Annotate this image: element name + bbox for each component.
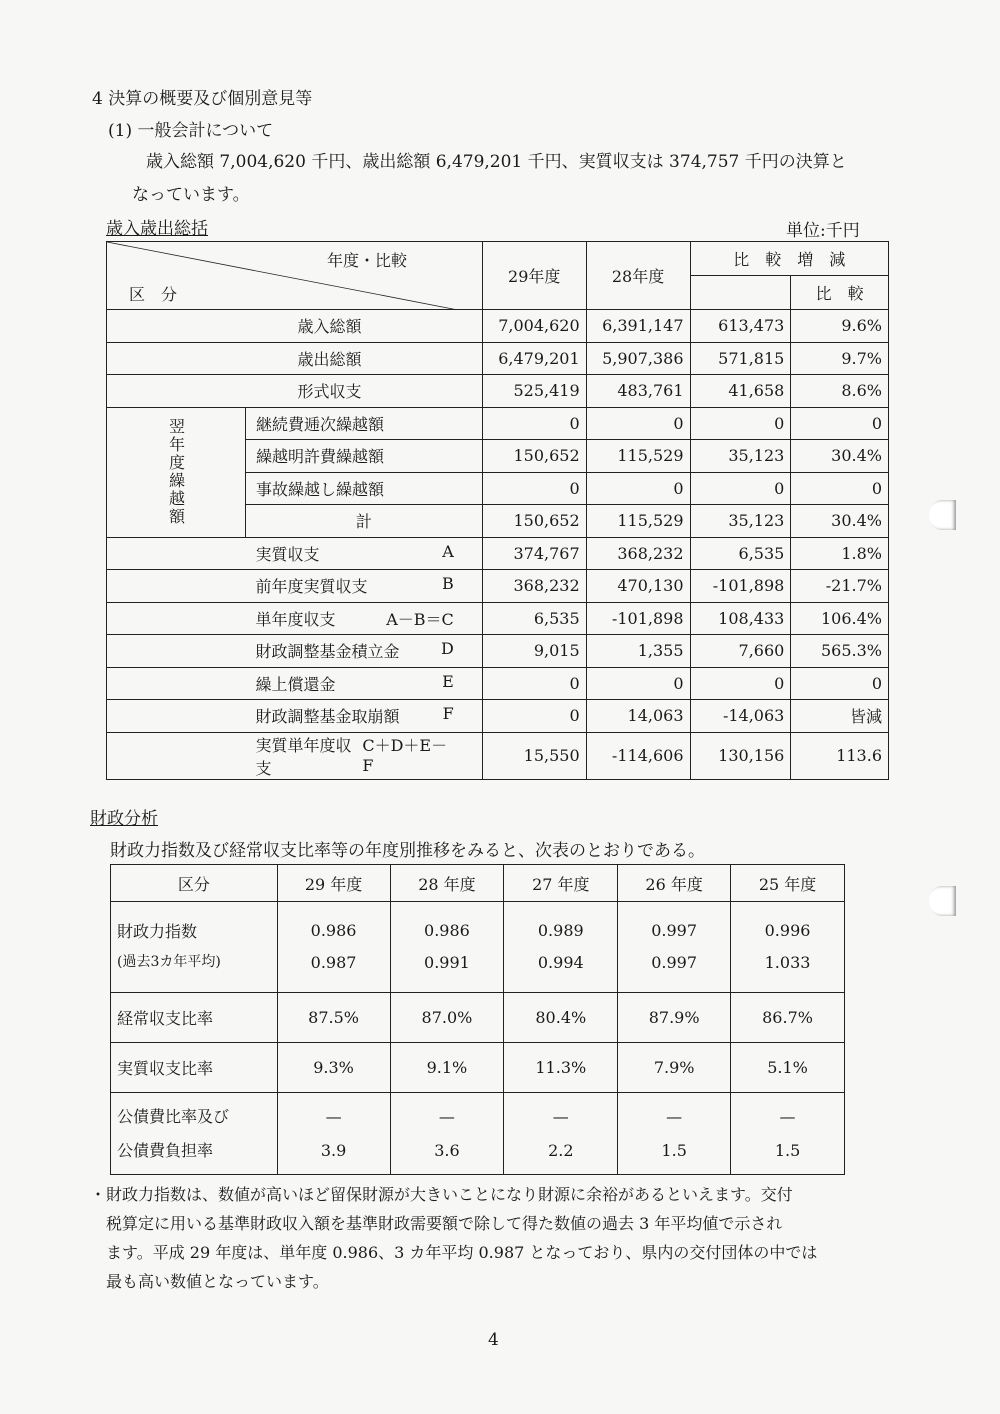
row-code: E (442, 671, 454, 691)
cell-fy29: 368,232 (482, 570, 586, 603)
cell-value: 5.1% (731, 1043, 845, 1093)
cell-diff: -101,898 (690, 570, 791, 603)
cell-fy28: 0 (586, 407, 690, 440)
cell-diff: 571,815 (690, 342, 791, 375)
header-fy28: 28年度 (586, 242, 690, 310)
cell-fy29: 7,004,620 (482, 310, 586, 343)
cell-diff: -14,063 (690, 700, 791, 733)
cell-fy28: 470,130 (586, 570, 690, 603)
header-fy29: 29年度 (482, 242, 586, 310)
cell-ratio: 0 (791, 472, 889, 505)
fiscal-analysis-table (110, 864, 845, 1175)
table-row (111, 1093, 845, 1175)
summary-text-line1: 歳入総額 7,004,620 千円、歳出総額 6,479,201 千円、実質収支は 374,757 千円の決算と (146, 152, 847, 172)
cell-diff: 7,660 (690, 635, 791, 668)
cell-fy29: 0 (482, 667, 586, 700)
cell-fy28: -101,898 (586, 602, 690, 635)
note-line: 最も高い数値となっています。 (106, 1272, 329, 1291)
header-year: 28 年度 (390, 865, 504, 902)
cell-value: 3.9 (320, 1140, 347, 1160)
cell-fy28: 5,907,386 (586, 342, 690, 375)
row-label: 財政力指数 (117, 922, 198, 941)
cell-value: 0.989 (537, 921, 584, 940)
cell-ratio: 0 (791, 407, 889, 440)
row-label: 形式収支 (246, 375, 483, 408)
table1-unit: 単位:千円 (786, 221, 860, 241)
section-heading: 4 決算の概要及び個別意見等 (92, 89, 313, 109)
cell-value: 7.9% (618, 1043, 731, 1093)
table-row (107, 375, 889, 408)
table2-intro: 財政力指数及び経常収支比率等の年度別推移をみると、次表のとおりである。 (110, 841, 705, 861)
cell-value: 87.9% (618, 993, 731, 1043)
table-row (107, 602, 889, 635)
cell-fy29: 15,550 (482, 732, 586, 779)
cell-diff: 130,156 (690, 732, 791, 779)
note-line: ・財政力指数は、数値が高いほど留保財源が大きいことになり財源に余裕があるといえます。交付 (90, 1185, 793, 1204)
header-compare-empty (690, 276, 791, 310)
row-label: 継続費逓次繰越額 (246, 407, 483, 440)
cell-value-dash: — (438, 1106, 455, 1126)
cell-value-dash: — (325, 1106, 342, 1126)
cell-fy29: 150,652 (482, 440, 586, 473)
table2-caption: 財政分析 (90, 809, 158, 829)
table-row (107, 667, 889, 700)
table-row (107, 570, 889, 603)
cell-value-avg: 0.994 (537, 953, 584, 972)
header-year: 25 年度 (731, 865, 845, 902)
cell-diff: 6,535 (690, 537, 791, 570)
cell-diff: 41,658 (690, 375, 791, 408)
cell-diff: 108,433 (690, 602, 791, 635)
note-line: ます。平成 29 年度は、単年度 0.986、3 カ年平均 0.987 となっており、県内の交付団体の中では (106, 1243, 818, 1262)
cell-fy28: 115,529 (586, 505, 690, 538)
cell-diff: 0 (690, 407, 791, 440)
header-category: 区分 (111, 865, 278, 902)
cell-value: 9.1% (390, 1043, 504, 1093)
header-compare: 比 較 増 減 (690, 242, 889, 276)
cell-fy28: 115,529 (586, 440, 690, 473)
subsection-heading: (1) 一般会計について (108, 121, 274, 141)
cell-ratio: 565.3% (791, 635, 889, 668)
cell-ratio: 113.6 (791, 732, 889, 779)
cell-value-dash: — (552, 1106, 569, 1126)
cell-value: 87.0% (390, 993, 504, 1043)
table2-header-row (111, 865, 845, 902)
table-row (111, 1043, 845, 1093)
cell-fy28: -114,606 (586, 732, 690, 779)
carryover-group-label: 翌年度繰越額 (107, 407, 246, 537)
cell-fy29: 0 (482, 700, 586, 733)
row-code: A－B＝C (386, 609, 454, 629)
cell-value-avg: 0.987 (310, 953, 357, 972)
table-row (107, 700, 889, 733)
row-label: 経常収支比率 (111, 993, 278, 1043)
cell-fy29: 0 (482, 407, 586, 440)
row-label: 財政調整基金積立金 (255, 642, 400, 662)
row-label: 繰上償還金 (255, 674, 336, 694)
cell-fy29: 150,652 (482, 505, 586, 538)
row-code: B (442, 574, 454, 594)
header-year: 26 年度 (618, 865, 731, 902)
table1-caption: 歳入歳出総括 (106, 219, 208, 239)
cell-fy28: 0 (586, 472, 690, 505)
cell-ratio: 8.6% (791, 375, 889, 408)
table-row (107, 537, 889, 570)
cell-value: 1.5 (661, 1140, 687, 1160)
explanatory-note (90, 1180, 910, 1296)
row-label: 歳出総額 (246, 342, 483, 375)
cell-value: 0.997 (651, 921, 698, 940)
punch-hole-bottom (928, 886, 956, 916)
punch-hole-top (928, 500, 956, 530)
cell-fy29: 9,015 (482, 635, 586, 668)
header-year: 29 年度 (277, 865, 390, 902)
cell-diff: 0 (690, 667, 791, 700)
revenue-expenditure-table (106, 241, 889, 780)
cell-value: 9.3% (277, 1043, 390, 1093)
cell-ratio: 106.4% (791, 602, 889, 635)
cell-fy28: 6,391,147 (586, 310, 690, 343)
table-row (107, 407, 889, 440)
row-label: 実質収支比率 (111, 1043, 278, 1093)
row-sublabel: (過去3カ年平均) (117, 954, 221, 970)
cell-value: 2.2 (548, 1140, 574, 1160)
cell-value-avg: 1.033 (764, 953, 811, 972)
cell-value: 3.6 (434, 1140, 460, 1160)
table-row (111, 993, 845, 1043)
row-label: 財政調整基金取崩額 (255, 707, 400, 727)
cell-ratio: 0 (791, 667, 889, 700)
cell-fy28: 1,355 (586, 635, 690, 668)
row-label: 計 (246, 505, 483, 538)
cell-fy29: 6,479,201 (482, 342, 586, 375)
table-row (107, 732, 889, 779)
cell-ratio: -21.7% (791, 570, 889, 603)
row-code: D (440, 639, 454, 659)
cell-value: 11.3% (504, 1043, 618, 1093)
table-row (107, 342, 889, 375)
cell-fy29: 6,535 (482, 602, 586, 635)
row-label: 公債費比率及び (117, 1106, 230, 1126)
cell-value-dash: — (666, 1106, 683, 1126)
header-category: 区 分 (129, 285, 178, 304)
row-label: 繰越明許費繰越額 (246, 440, 483, 473)
note-line: 税算定に用いる基準財政収入額を基準財政需要額で除して得た数値の過去 3 年平均値で示され (106, 1214, 783, 1233)
header-year-compare: 年度・比較 (327, 251, 408, 270)
row-label: 実質単年度収支 (255, 735, 352, 778)
cell-diff: 35,123 (690, 505, 791, 538)
cell-ratio: 30.4% (791, 505, 889, 538)
row-code: C＋D＋E－F (362, 735, 448, 775)
cell-ratio: 30.4% (791, 440, 889, 473)
row-label: 事故繰越し繰越額 (246, 472, 483, 505)
row-sublabel: 公債費負担率 (117, 1140, 214, 1160)
cell-fy28: 14,063 (586, 700, 690, 733)
cell-fy29: 525,419 (482, 375, 586, 408)
cell-value-avg: 0.997 (651, 953, 698, 972)
cell-value-avg: 0.991 (424, 953, 470, 972)
cell-fy28: 483,761 (586, 375, 690, 408)
page-number: 4 (488, 1330, 499, 1350)
cell-diff: 613,473 (690, 310, 791, 343)
row-label: 歳入総額 (246, 310, 483, 343)
row-label: 単年度収支 (255, 609, 336, 629)
cell-ratio: 9.6% (791, 310, 889, 343)
summary-text-line2: なっています。 (132, 185, 250, 205)
row-label: 実質収支 (255, 544, 320, 564)
header-ratio: 比 較 (791, 276, 889, 310)
cell-fy28: 0 (586, 667, 690, 700)
cell-value: 80.4% (504, 993, 618, 1043)
cell-ratio: 1.8% (791, 537, 889, 570)
cell-ratio: 皆減 (791, 700, 889, 733)
cell-value: 1.5 (774, 1140, 801, 1160)
row-code: A (442, 541, 454, 561)
row-code: F (442, 704, 454, 724)
cell-value: 0.986 (424, 921, 470, 940)
table-row (107, 635, 889, 668)
table-row (107, 310, 889, 343)
table-row (111, 902, 845, 993)
cell-value: 0.986 (310, 921, 357, 940)
cell-fy28: 368,232 (586, 537, 690, 570)
cell-fy29: 374,767 (482, 537, 586, 570)
cell-diff: 0 (690, 472, 791, 505)
cell-fy29: 0 (482, 472, 586, 505)
header-year: 27 年度 (504, 865, 618, 902)
cell-diff: 35,123 (690, 440, 791, 473)
cell-value: 86.7% (731, 993, 845, 1043)
cell-value: 0.996 (764, 921, 811, 940)
row-label: 前年度実質収支 (255, 577, 368, 597)
cell-ratio: 9.7% (791, 342, 889, 375)
cell-value-dash: — (779, 1106, 796, 1126)
cell-value: 87.5% (277, 993, 390, 1043)
table1-diagonal-header (107, 242, 483, 310)
